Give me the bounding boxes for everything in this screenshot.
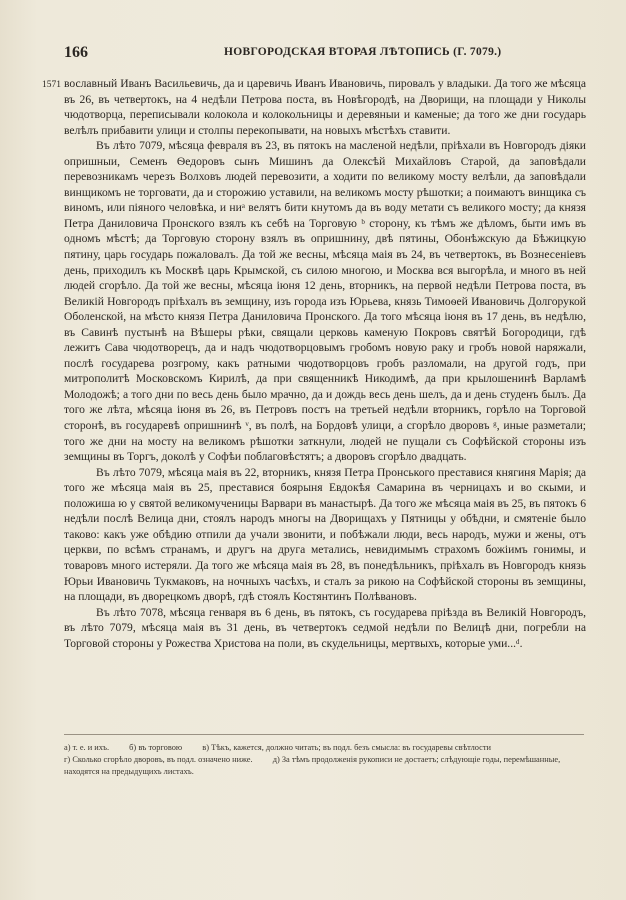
footnote-d: г) Сколько сгорѣло дворовъ, въ подл. означено ниже. <box>64 755 253 764</box>
paragraph-2: Въ лѣто 7079, мѣсяца февраля въ 23, въ пятокъ на масленой недѣли, пріѣхали въ Новгородъ діяки опришныи, Семенъ Ѳедоровъ сынъ Мишинъ да Олексѣй Михайловъ Старой, да заповѣдали перевозникамъ черезъ Волховъ людей перевозити, а ходити по великому мосту велѣли, да заповѣдали винщикомъ не торговати, да и сторожию уставили, на великомъ мосту рѣшотки; а поимаютъ винщика съ виномъ, или піяного человѣка, и ниᵃ велятъ бити кнутомъ да въ воду метати съ великого мосту; да князя Петра Даниловича Пронского взялъ къ себѣ на Торговую ᵇ сторону, къ тѣмъ же дѣломъ, быти имъ въ одномъ мѣстѣ; да Торговую сторону взялъ въ опришнину, двѣ пятины, Обонѣжскую да Бѣжицкую пятину, царь государь пожаловалъ. Да той же весны, мѣсяца маія въ 24, въ четвертокъ, въ Вознесеніевъ день, приходилъ къ Москвѣ царь Крымской, съ силою многою, и Москва вся выгорѣла, и много въ ней людей сгорѣло. Да той же весны, мѣсяца іюня 12 день, вторникъ, на первой недѣли Петрова поста, въ Великій Новгородъ пріѣхалъ въ земщину, изъ города изъ Юрьева, князь Тимоѳей Ивановичь Долгорукой Оболенской, на мѣсто князя Петра Даниловича Пронского. Да того мѣсяца іюня въ 17 день, въ недѣлю, въ Савинѣ пустынѣ на Вѣшеры рѣки, свящали церковь каменую Покровъ святѣй Богородици, гдѣ лежитъ Сава чюдотворецъ, да и надъ чюдотворцовымъ гробомъ новую раку и гробъ новой наряжали, послѣ государева розгрому, какъ ратными чюдотворцовъ гробъ разломали, на другой годъ, при митрополитѣ Московскомъ Кирилѣ, да при священникѣ Никодимѣ, да при крылошенинѣ Варламѣ Молодожѣ; а того дни по весь день было мрачно, да и дождь весь день шелъ, да и день студенъ былъ. Да того же лѣта, мѣсяца іюня въ 26, въ Петровъ постъ на третьей недѣли вторникъ, горѣло на Торговой сторонѣ, въ государевѣ опришнинѣ ᵛ, въ полѣ, на Бордовѣ улици, а сгорѣло дворовъ ᵍ, иные разметали; того же дни на мосту на великомъ рѣшотки заткнули, людей не пущали съ Софѣйской стороны изъ земщины въ Торгъ, доколѣ у Софѣи поблаговѣстятъ; а дворовъ сгорѣло двадцать. <box>64 139 586 464</box>
paragraph-4: Въ лѣто 7078, мѣсяца генваря въ 6 день, въ пятокъ, съ государева пріѣзда въ Великій Новгородъ, въ лѣто 7079, мѣсяца маія въ 31 день, въ четвертокъ седмой недѣли по Велицѣ дни, погребли на Торговой стороны у Рожества Христова на поли, въ скудельницы, мертвыхъ, которые уми...ᵈ. <box>64 605 586 650</box>
footnote-c: в) Тѣкъ, кажется, должно читать; въ подл. безъ смысла: въ государевы свѣтлости <box>202 743 492 752</box>
footnote-e: д) За тѣмъ продолженія рукописи не достаетъ; слѣдующіе годы, перемѣшанные, находятся на предыдущихъ листахъ. <box>64 755 561 776</box>
page-header <box>64 44 584 66</box>
footnote-divider <box>64 734 584 735</box>
page-number: 166 <box>64 44 88 61</box>
paragraph-3: Въ лѣто 7079, мѣсяца маія въ 22, вторникъ, князя Петра Пронського преставися княгиня Марія; да того же мѣсяца маія въ 25, преставися боярыня Евдокѣя Самарина въ черницахъ и во скыми, и положиша ю у святой великомученицы Варвари въ манастырѣ. Да того же мѣсяца маія въ 25, въ пятокъ 6 недѣли послѣ Велица дни, стоялъ народъ многы на Дворищахъ у Пятницы у обѣдни, и смятеніе было таково: какъ уже обѣдию отпили да учали звонити, и побѣжали люди, весь народъ, мужи и жены, отъ церкви, по всѣмъ странамъ, и другъ на друга метались, невидимымъ страхомъ божіимъ гонимы, и товаровъ много истеряли. Да того же мѣсяца маія въ 28, въ понедѣльникъ, пріѣхалъ въ Новгородъ князь Юрьи Ивановичь Тукмаковъ, на ночныхъ часѣхъ, и сталъ за рикою на Софѣйской стороны въ земщины, на площади, въ дворецкомъ дворѣ, гдѣ стоялъ Костянтинъ Полѣвановъ. <box>64 465 586 604</box>
footnotes <box>64 742 586 778</box>
footnote-a: а) т. е. и ихъ. <box>64 743 110 752</box>
paragraph-1: вославный Иванъ Васильевичь, да и царевичь Иванъ Ивановичь, пировалъ у владыки. Да того же мѣсяца въ 26, въ четвертокъ, на 4 недѣли Петрова поста, въ Новѣгородѣ, на Дворищи, на площади у Николы чюдотворца, переписывали колокола и колокольницы и деревяныи и каменые; да того же дни государь велѣлъ прибавити улици и столпы перекопывати, на новыхъ мѣстѣхъ ставити. <box>64 77 586 137</box>
chronicle-text <box>64 76 586 651</box>
footnote-b: б) въ торговою <box>129 743 183 752</box>
margin-year: 1571 <box>42 80 61 90</box>
running-title: НОВГОРОДСКАЯ ВТОРАЯ ЛѢТОПИСЬ (Г. 7079.) <box>224 46 502 58</box>
footnote-line-1 <box>64 742 586 754</box>
footnote-line-2 <box>64 754 586 778</box>
